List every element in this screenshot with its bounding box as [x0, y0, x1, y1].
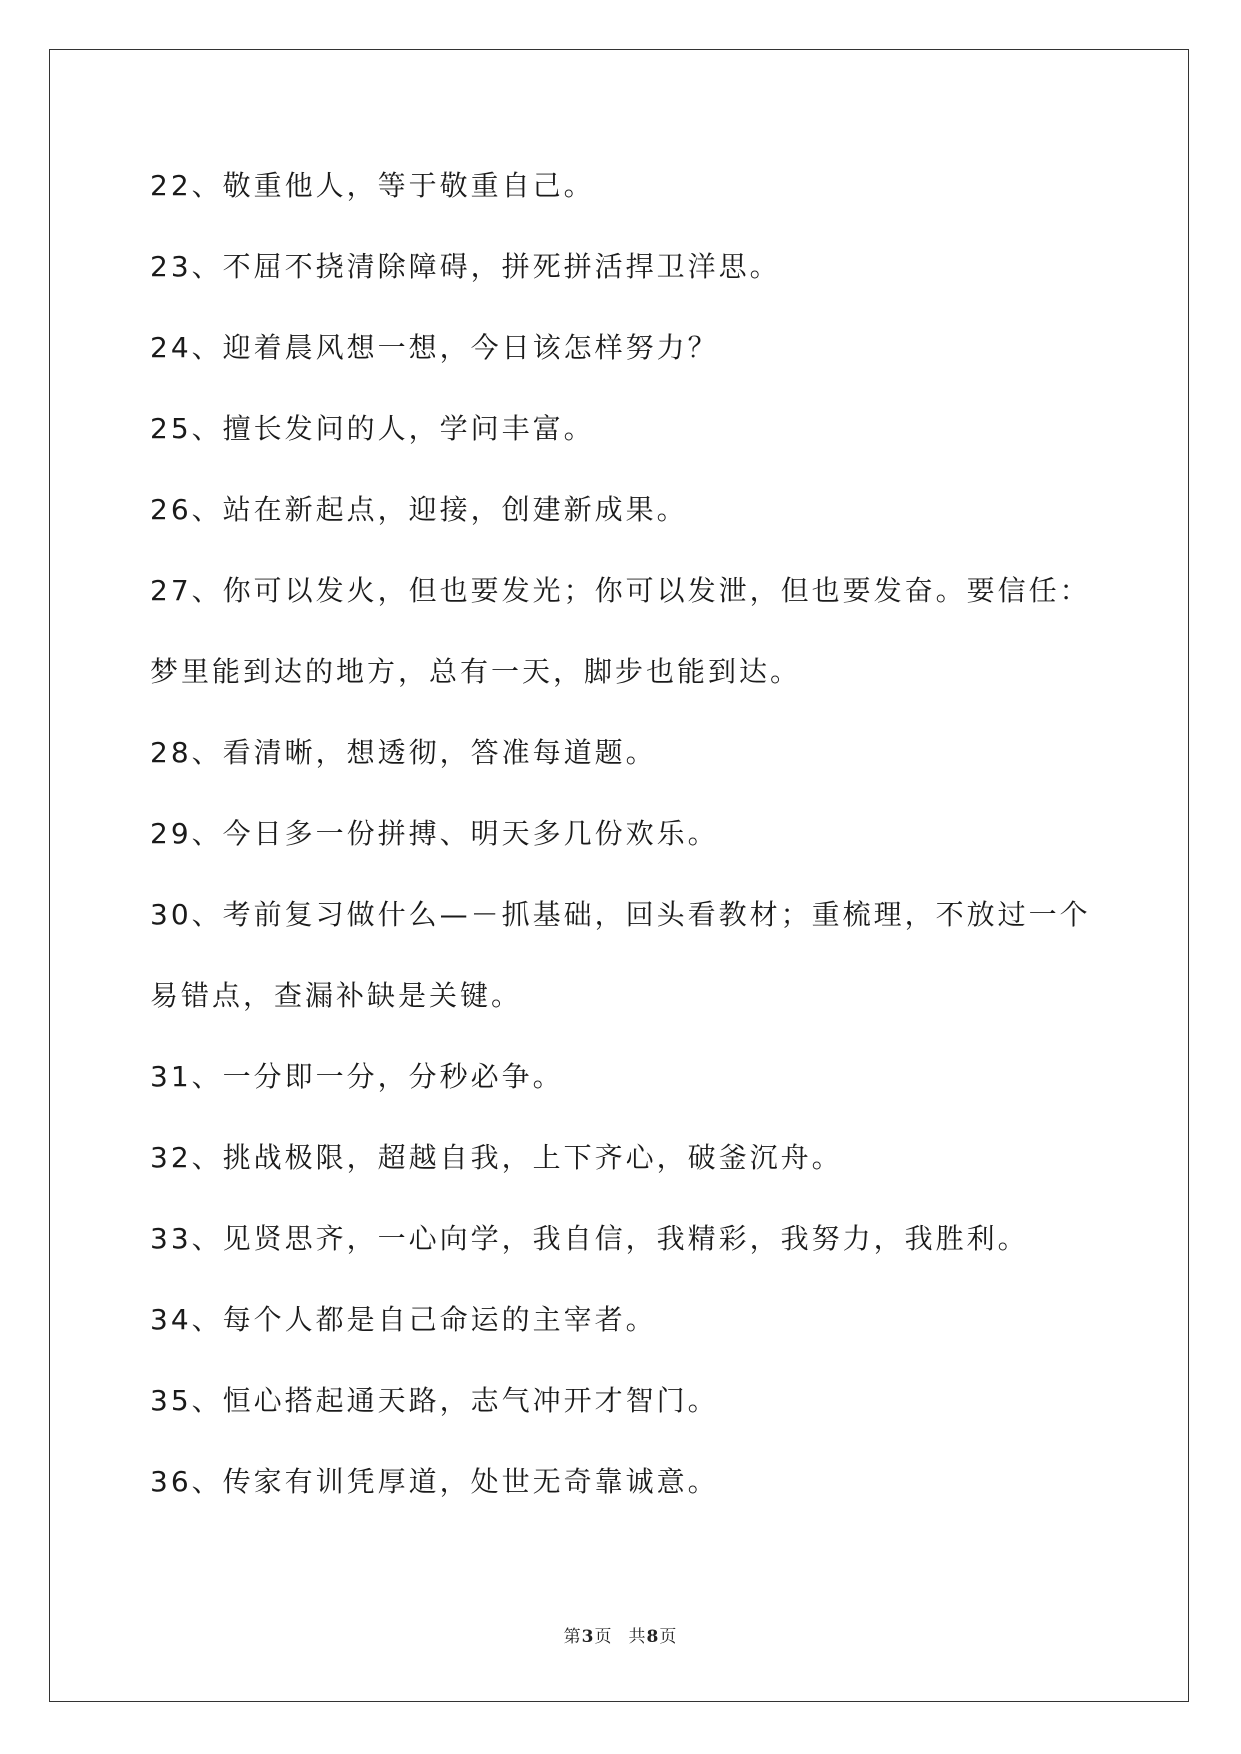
text-line: 33、见贤思齐，一心向学，我自信，我精彩，我努力，我胜利。 [150, 1222, 1029, 1255]
text-line: 22、敬重他人，等于敬重自己。 [150, 169, 595, 202]
text-line: 易错点，查漏补缺是关键。 [150, 979, 523, 1012]
document-body [150, 166, 1110, 1543]
text-line: 32、挑战极限，超越自我，上下齐心，破釜沉舟。 [150, 1141, 843, 1174]
text-line: 梦里能到达的地方，总有一天，脚步也能到达。 [150, 655, 802, 688]
total-pages-prefix: 共 [628, 1627, 647, 1647]
text-line: 30、考前复习做什么—－抓基础，回头看教材；重梳理，不放过一个 [150, 898, 1091, 931]
text-line: 28、看清晰，想透彻，答准每道题。 [150, 736, 657, 769]
current-page-number: 3 [581, 1627, 595, 1647]
text-line: 31、一分即一分，分秒必争。 [150, 1060, 564, 1093]
page-number-suffix: 页 [594, 1627, 613, 1647]
page-number-prefix: 第 [563, 1627, 582, 1647]
total-pages-number: 8 [646, 1627, 660, 1647]
text-line: 36、传家有训凭厚道，处世无奇靠诚意。 [150, 1465, 719, 1498]
text-line: 23、不屈不挠清除障碍，拼死拼活捍卫洋思。 [150, 250, 781, 283]
total-pages-suffix: 页 [659, 1627, 678, 1647]
text-line: 35、恒心搭起通天路，志气冲开才智门。 [150, 1384, 719, 1417]
text-line: 34、每个人都是自己命运的主宰者。 [150, 1303, 657, 1336]
text-line: 29、今日多一份拼搏、明天多几份欢乐。 [150, 817, 719, 850]
text-line: 26、站在新起点，迎接，创建新成果。 [150, 493, 688, 526]
text-line: 24、迎着晨风想一想，今日该怎样努力？ [150, 331, 719, 364]
page-footer [0, 1622, 1241, 1647]
text-line: 25、擅长发问的人，学问丰富。 [150, 412, 595, 445]
text-line: 27、你可以发火，但也要发光；你可以发泄，但也要发奋。要信任： [150, 574, 1091, 607]
